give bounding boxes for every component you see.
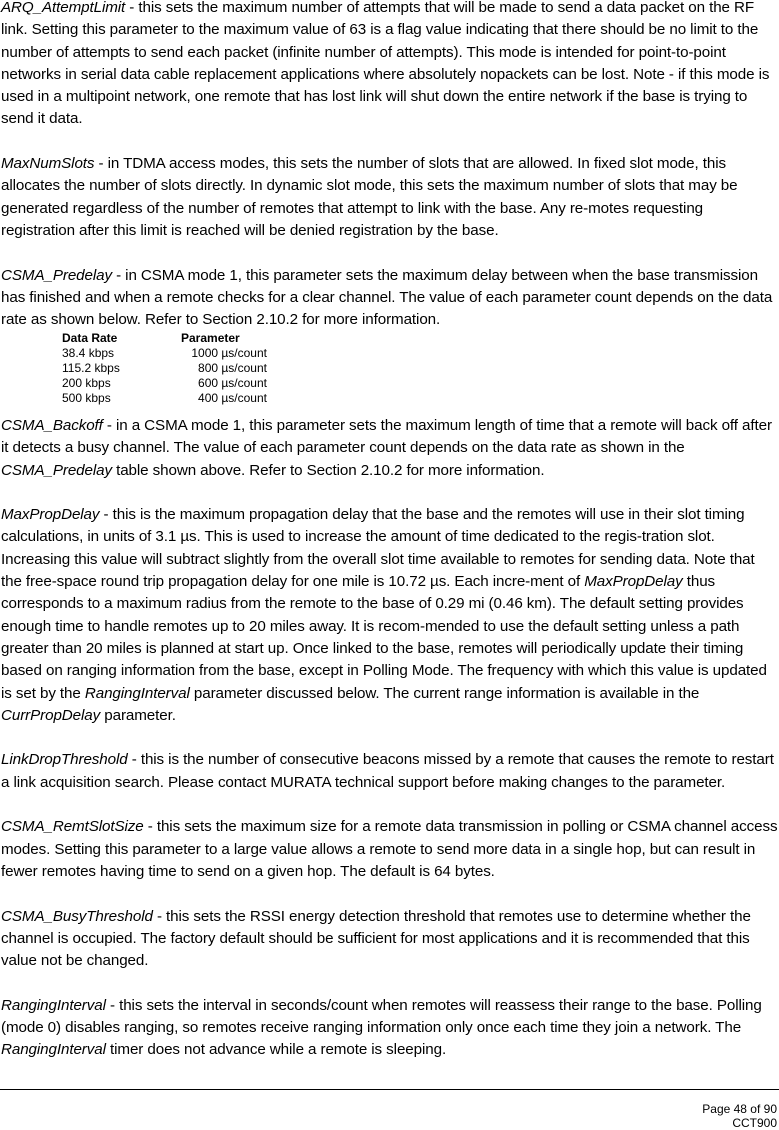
param-description: - this is the maximum propagation delay that the base and the remotes will use in their slot timing calculations, in units of 3.1 µs. This is used to increase the amount of time dedicated to the regis-tration slot. Increasing this value will subtract slightly from the overall slot time available to remotes for sending data. Note that the free-space round trip propagation delay for one mile is 10.72 µs. Each incre-ment of	[1, 506, 755, 591]
param-max-num-slots	[1, 153, 779, 242]
param-term: MaxPropDelay	[1, 506, 100, 524]
data-rate-table	[62, 331, 267, 406]
param-max-prop-delay	[1, 504, 779, 727]
param-csma-remt-slot-size	[1, 816, 779, 883]
table-row	[62, 391, 267, 406]
parameter-cell: 1000 µs/count	[191, 346, 267, 360]
rate-cell: 115.2 kbps	[62, 361, 120, 375]
param-description: - in CSMA mode 1, this parameter sets the maximum delay between when the base transmission has finished and when a remote checks for a clear channel. The value of each parameter count depends on the data rate as shown below. Refer to Section 2.10.2 for more information.	[1, 266, 773, 329]
page-number: Page 48 of 90	[702, 1102, 777, 1116]
param-term: CSMA_BusyThreshold	[1, 907, 153, 925]
table-row	[62, 346, 267, 361]
param-description: table shown above. Refer to Section 2.10.2 for more information.	[111, 461, 545, 479]
column-header-data-rate: Data Rate	[62, 331, 118, 345]
table-row	[62, 376, 267, 391]
param-arq-attempt-limit	[1, 0, 779, 131]
param-description: - this sets the maximum number of attempts that will be made to send a data packet on the RF link. Setting this parameter to the maximum value of 63 is a flag value indicating that there should be no limit to the number of attempts to send each packet (infinite number of attempts). This mode is intended for point-to-point networks in serial data cable replacement applications where absolutely nopackets can be lost. Note - if this mode is used in a multipoint network, one remote that has lost link will shut down the entire network if the base is trying to send it data.	[1, 0, 770, 128]
param-reference: CurrPropDelay	[1, 706, 101, 724]
param-description: parameter discussed below. The current range information is available in the	[189, 684, 700, 702]
param-reference: RangingInterval	[1, 1041, 106, 1059]
param-description: - in TDMA access modes, this sets the number of slots that are allowed. In fixed slot mode, this allocates the number of slots directly. In dynamic slot mode, this sets the maximum number of slots that may be generated regardless of the number of remotes that attempt to link with the base. Any re-motes requesting registration after this limit is reached will be denied registration by the base.	[1, 155, 738, 239]
param-term: MaxNumSlots	[1, 155, 95, 173]
param-description: - in a CSMA mode 1, this parameter sets the maximum length of time that a remote will back off after it detects a busy channel. The value of each parameter count depends on the data rate as shown in the	[1, 417, 772, 457]
param-link-drop-threshold	[1, 749, 779, 794]
parameter-cell: 400 µs/count	[198, 391, 267, 405]
param-description: parameter.	[100, 706, 176, 724]
rate-cell: 200 kbps	[62, 376, 111, 390]
param-term: ARQ_AttemptLimit	[1, 0, 126, 16]
page-footer	[702, 1102, 777, 1130]
param-term: CSMA_Backoff	[1, 417, 103, 434]
param-description: - this sets the RSSI energy detection threshold that remotes use to determine whether the channel is occupied. The factory default should be sufficient for most applications and it is recommended that this value not be changed.	[1, 907, 751, 970]
param-reference: MaxPropDelay	[584, 573, 683, 591]
param-reference: RangingInterval	[84, 684, 190, 702]
param-description: - this is the number of consecutive beacons missed by a remote that causes the remote to restart a link acquisition search. Please contact MURATA technical support before making changes to the parameter.	[1, 751, 774, 791]
param-csma-busy-threshold	[1, 906, 779, 973]
table-header-row	[62, 331, 267, 346]
upper-section	[1, 0, 779, 331]
table-row	[62, 361, 267, 376]
lower-section	[1, 415, 779, 1062]
param-description: timer does not advance while a remote is sleeping.	[105, 1041, 447, 1059]
document-id: CCT900	[732, 1116, 777, 1130]
param-csma-predelay	[1, 265, 779, 332]
param-description: - this sets the interval in seconds/count when remotes will reassess their range to the base. Polling (mode 0) disables ranging, so remotes receive ranging information only once each time they join a network. The	[1, 996, 762, 1037]
rate-cell: 500 kbps	[62, 391, 111, 405]
rate-cell: 38.4 kbps	[62, 346, 115, 360]
param-term: LinkDropThreshold	[1, 751, 128, 769]
param-term: CSMA_Predelay	[1, 266, 112, 284]
param-description: thus corresponds to a maximum radius from the remote to the base of 0.29 mi (0.46 km). The default setting provides enough time to handle remotes up to 20 miles away. It is recom-mended to use the default setting unless a path greater than 20 miles is planned at start up. Once linked to the base, remotes will periodically update their timing based on ranging information from the base, except in Polling Mode. The frequency with which this value is updated is set by the	[1, 573, 767, 702]
parameter-cell: 600 µs/count	[198, 376, 267, 390]
param-ranging-interval	[1, 995, 779, 1062]
parameter-cell: 800 µs/count	[198, 361, 267, 375]
footer-divider	[0, 1089, 779, 1090]
param-description: - this sets the maximum size for a remote data transmission in polling or CSMA channel access modes. Setting this parameter to a large value allows a remote to send more data in a single hop, but can result in fewer remotes having time to send on a given hop. The default is 64 bytes.	[1, 818, 778, 880]
param-term: RangingInterval	[1, 996, 106, 1014]
param-reference: CSMA_Predelay	[1, 461, 112, 479]
param-term: CSMA_RemtSlotSize	[1, 818, 144, 836]
param-csma-backoff	[1, 415, 779, 482]
column-header-parameter: Parameter	[181, 331, 240, 345]
